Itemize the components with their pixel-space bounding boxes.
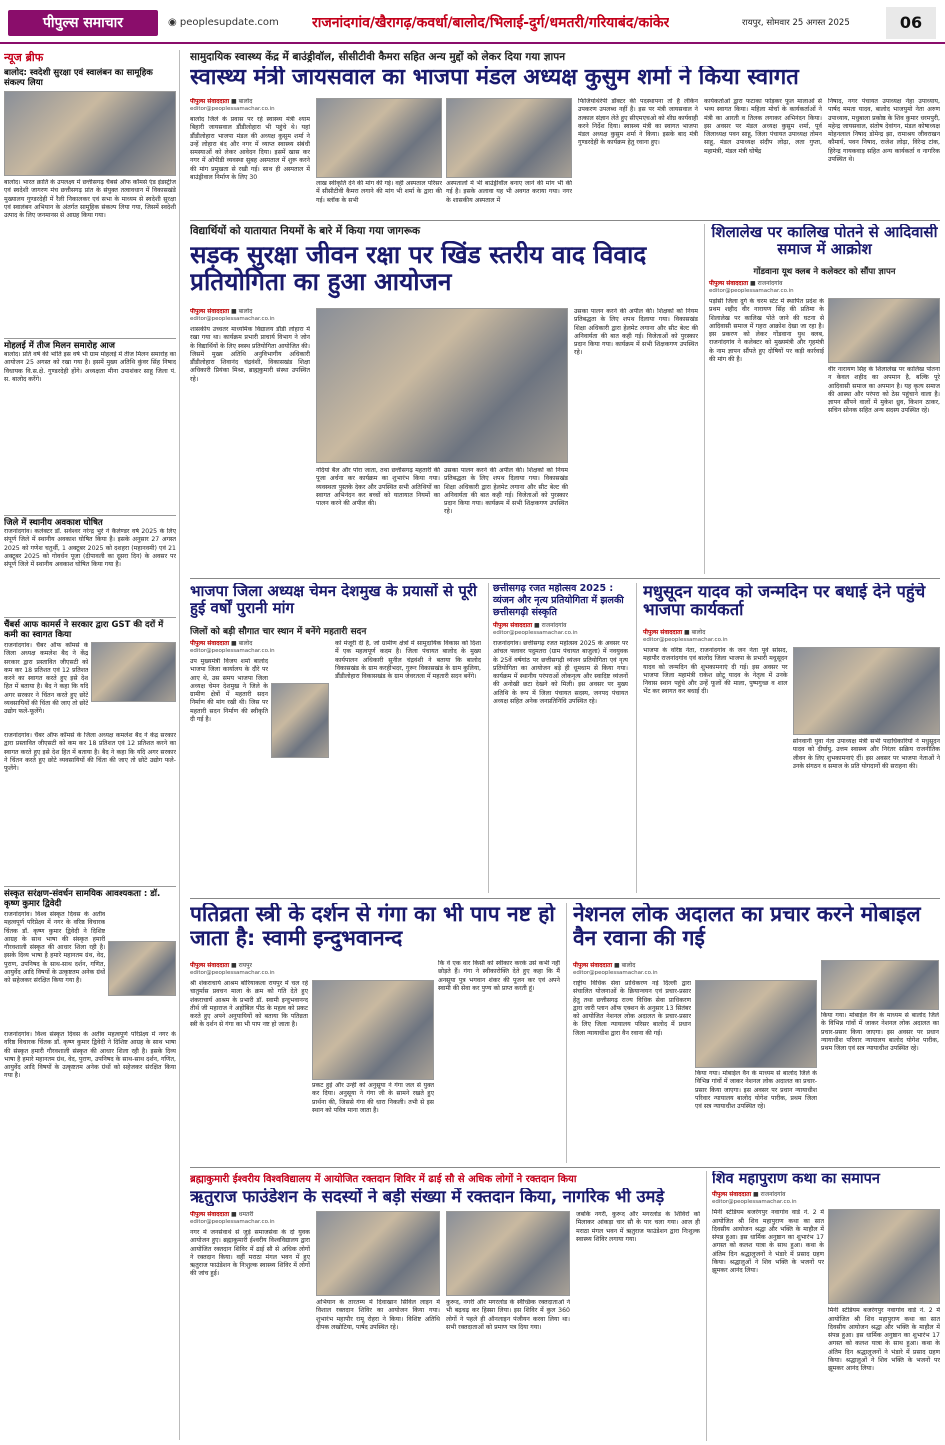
cities-strip: राजनांदगांव/खैरागढ़/कवर्धा/बालोद/भिलाई-दुर्ग/धमतरी/गरियाबंद/कांकेर — [312, 15, 670, 31]
brief-head-3: जिले में स्थानीय अवकाश घोषित — [4, 515, 176, 528]
ganga-col-2: प्रकट हुई और उन्हीं को अनुसूया ने गंगा जल से युक्त कर दिया। अनुसूया ने गंगा जी के सामने रखते हुए प्रार्थना की, जिससे गंगा की धारा निकली। तभी से इस स्थान को पवित्र माना जाता है। — [312, 1082, 434, 1114]
shila-col-2: वीर नारायण सिंह के शिलालेख पर कालिख पोतना न केवल शहीद का अपमान है, बल्कि पूरे आदिवासी समाज का अपमान है। यह कृत्य समाज की आस्था और परंपरा को ठेस पहुंचाने वाला है। ज्ञापन सौंपने वालों में मुकेश ध्रुव, किशन ठाकर, सचिन सोनक सहित अन्य सदस्य उपस्थित रहे। — [828, 366, 940, 415]
madhu-col-2: सोनवानी युवा नेता उपाध्यक्ष मंत्री सभी पदाधिकारियों ने मधुसूदन यादव को दीर्घायु, उत्तम स्वास्थ्य और निरंतर सक्रिय राजनीतिक जीवन के लिए शुभकामनाएं दीं। इस अवसर पर भाजपा नेताओं ने उनके संगठन व समाज के प्रति योगदानों की सराहना की। — [792, 738, 940, 770]
shiv-email: editor@peoplessamachar.co.in — [712, 1199, 797, 1206]
bjp-email: editor@peoplessamachar.co.in — [190, 648, 275, 654]
shiv-photo — [828, 1209, 940, 1304]
adalat-col-3: किया गया। मोबाईल वैन के माध्यम से बालोद जिले के विभिन्न गांवों में जाकर नेशनल लोक अदालत का प्रचार-प्रसार किया जाएगा। इस अवसर पर प्रधान न्यायाधीश परिवार न्यायालय बालोद योगेश पारीक, प्रथम जिला एवं सत्र न्यायाधीश उपस्थित रहे। — [821, 1012, 939, 1053]
adalat-byline: पीपुल्स संवाददाता ■ बालोद — [573, 962, 636, 969]
issue-date: रायपुर, सोमवार 25 अगस्त 2025 — [742, 18, 850, 28]
blood-kicker: ब्रह्माकुमारी ईश्वरीय विश्वविद्यालय में आयोजित रक्तदान शिविर में ढाई सौ से अधिक लोगों ने रक्तदान किया — [190, 1174, 577, 1185]
divider — [190, 578, 940, 579]
bjp-headline: भाजपा जिला अध्यक्ष चेमन देशमुख के प्रयासों से पूरी हुई वर्षों पुरानी मांग — [190, 583, 477, 617]
brief-body-5b: राजनांदगांव। विश्व संस्कृत दिवस के अतीव महत्वपूर्ण परिप्रेक्ष्य में नगर के वरिष्ठ विचारक चिंतक डॉ. कृष्ण कुमार द्विवेदी ने दिशिष्ट आग्रह के साथ भाषा की संस्कृत हमारी गौरवशाली संस्कृत की आधार शिला रही है। इसके दिव्य भाषा है हमारे महानतम ग्रंथ, वेद, पुराण, उपनिषद के साथ-साथ दर्शन, गणित, आयुर्वेद आदि विषयों के उत्कृष्टतम अनेक ग्रंथों को सहेजकर संरक्षित किया गया है। — [4, 1031, 176, 1080]
madhu-email: editor@peoplessamachar.co.in — [643, 637, 728, 643]
brief-tag: न्यूज ब्रीफ — [4, 51, 44, 64]
brief-head-4: चैंबर्स आफ कामर्स ने सरकार द्वारा GST की दरों में कमी का स्वागत किया — [4, 617, 176, 640]
road-kicker: विद्यार्थियों को यातायात नियमों के बारे में किया गया जागरूक — [190, 225, 421, 237]
madhu-byline: पीपुल्स संवाददाता ■ बालोद — [643, 629, 706, 636]
globe-icon: ◉ — [168, 17, 180, 28]
lead-col-6: निषाद, नगर पंचायत उपाध्यक्ष नेहा उपाध्याय, पार्षद ममता यादव, बालोद भाजयुमो नेता अरुण उपाध्याय, मधुबाला प्रकोष्ठ के शिव कुमार धरमपुरी, महेन्द्र जायसवाल, संतोष देवांगन, मंडल कोषाध्यक्ष मोहनलाल निषाद डोमेन्द्र झा, रामाश्रय जीवराखन कौमार्य, पवन निषाद, राजेश लोढ़ा, विरेन्द्र टांक, हिरेन्द्र गायकवाड़ सहित अन्य कार्यकर्ता व नागरिक उपस्थित थे। — [828, 98, 940, 164]
blood-col-4: जबकि नगरी, कुरूद और मगरलोड के शिविरों को मिलाकर आंकड़ा चार सौ के पार चला गया। आज ही मराठा मंगल भवन में ऋतुराज फाउंडेशन द्वारा निःशुल्क स्वास्थ्य शिविर लगाया गया। — [576, 1211, 700, 1243]
bjp-sub: जिलों को बड़ी सौगात चार स्थान में बनेंगे महतारी सदन — [190, 627, 367, 637]
lead-story — [190, 50, 940, 215]
cg-body: राजनांदगांव। छत्तीसगढ़ रजत महोत्सव 2025 के अवसर पर आंचल फ्लावर पदुमतरा (ग्राम पंचायत बाजुला) में नवयुवक के 25वें वर्षगांठ पर छत्तीसगढ़ी व्यंजन प्रतियोगिता एवं नृत्य प्रतियोगिता का आयोजन बड़े ही धूमधाम से किया गया। कार्यक्रम में स्थानीय परंपराओं लोकनृत्य और स्वादिष्ट व्यंजनों की अनोखी छटा देखने को मिली। इस अवसर पर मुख्य अतिथि के रूप में जिला पंचायत सदस्य, जनपद पंचायत अध्यक्ष सहित अनेक जनप्रतिनिधि उपस्थित रहे। — [493, 640, 628, 706]
shila-col-1: पड़ोसी जिला दुर्ग के चरम स्टेट में स्थापित प्रदेश के प्रथम शहीद वीर नारायण सिंह की प्रतिमा के शिलालेख पर कालिख पोते जाने की घटना से आदिवासी समाज में गहरा आक्रोश देखा जा रहा है। इस प्रकरण को लेकर गोंडवाना युथ क्लब, राजनांदगांव ने कलेक्टर को मुख्यमंत्री और गृहमंत्री के नाम ज्ञापन सौंपते हुए दोषियों पर कड़ी कार्रवाई की मांग की है। — [709, 298, 824, 364]
lead-col-1: बालोद जिले के प्रवास पर रहे स्वास्थ्य मंत्री श्याम बिहारी जायसवाल डौंडीलोहारा भी पहुंचे थे। यहां डौंडीलोहारा भाजपा मंडल की अध्यक्ष कुसुम शर्मा ने उन्हें लोहारा बंद और नगर में व्याप्त स्वास्थ्य संबंधी समस्याओं को लेकर आवेदन दिया। इसमें खास कर नगर में ओपीडी व्यवस्था सुबह अस्पताल में शुरू करने की मांग प्रमुखता से रखी गई। साथ ही अस्पताल में बाउंड्रीवाल निर्माण के लिए 30 — [190, 116, 310, 182]
adalat-col-1: राष्ट्रीय विधिक सेवा प्राधिकरण नई दिल्ली द्वारा संचालित योजनाओं के क्रियान्वयन एवं प्रचार-प्रसार हेतु तथा छत्तीसगढ़ राज्य विधिक सेवा प्राधिकरण द्वारा जारी प्लान ऑफ एक्शन के अनुसार 13 सितंबर को आयोजित नेशनल लोक अदालत के प्रचार-प्रसार के लिए जिला न्यायालय परिसर बालोद में प्रधान जिला न्यायाधीश द्वारा वैन रवाना की गई। — [573, 980, 691, 1037]
road-email: editor@peoplessamachar.co.in — [190, 316, 275, 322]
brief-body-5: राजनांदगांव। विश्व संस्कृत दिवस के अतीव महत्वपूर्ण परिप्रेक्ष्य में नगर के वरिष्ठ विचारक चिंतक डॉ. कृष्ण कुमार द्विवेदी ने दिशिष्ट आग्रह के साथ भाषा की संस्कृत हमारी गौरवशाली संस्कृत की आधार शिला रही है। इसके दिव्य भाषा है हमारे महानतम ग्रंथ, वेद, पुराण, उपनिषद के साथ-साथ दर्शन, गणित, आयुर्वेद आदि विषयों के उत्कृष्टतम अनेक ग्रंथों को सहेजकर संरक्षित किया गया है। — [4, 911, 106, 985]
lead-byline: पीपुल्स संवाददाता ■ बालोद — [190, 98, 253, 105]
blood-photo-2 — [446, 1211, 570, 1296]
shilalekh-story — [704, 224, 940, 574]
bjp-story — [190, 583, 482, 893]
road-col-4: उसका पालन करने की अपील की। शिक्षकों को नियम प्रतिबद्धता के लिए शपथ दिलाया गया। विकासखंड शिक्षा अधिकारी द्वारा हेलमेट लगाना और सीट बेल्ट की अनिवार्यता की बात कही गई। विजेताओं को पुरस्कार प्रदान किया गया। कार्यक्रम में सभी शिक्षकगण उपस्थित रहे। — [574, 308, 698, 357]
shiv-headline: शिव महापुराण कथा का समापन — [712, 1171, 880, 1187]
cg-byline: पीपुल्स संवाददाता ■ राजनांदगांव — [493, 622, 567, 629]
adalat-headline: नेशनल लोक अदालत का प्रचार करने मोबाइल वैन रवाना की गई — [573, 903, 921, 950]
lead-col-2: लाख स्वीकृति देने की मांग की गई। वहीं अस्पताल परिसर में सीसीटीवी कैमरा लगाने की मांग भी शर्मा के द्वारा की गई। ब्लॉक के सभी — [316, 180, 442, 204]
blood-photo-1 — [316, 1211, 440, 1296]
lead-col-5: कार्यकर्ताओं द्वारा फटाका फोड़कर फूल मालाओं से भव्य स्वागत किया। महिला मोर्चा के कार्यकर्ताओं ने मंत्री का आरती व तिलक लगाकर अभिनंदन किया। इस अवसर पर मंडल अध्यक्ष कुसुम शर्मा, पूर्व जिलाध्यक्ष पवन साहू, जिला पंचायत उपाध्यक्ष तोमन साहू, मंडल उपाध्यक्ष संदीप लोढ़ा, लता गुप्ता, महामंत्री, मंडल मंत्री घोषेंद्र — [704, 98, 822, 155]
masthead — [0, 0, 945, 44]
page-number: 06 — [886, 7, 936, 39]
cg-festival-story — [488, 583, 628, 893]
website[interactable]: ◉ peoplesupdate.com — [168, 17, 279, 28]
brief-photo-1 — [4, 91, 176, 176]
brief-body-4: राजनांदगांव। चैंबर ऑफ कॉमर्स के जिला अध्यक्ष कमलेश बैद ने केंद्र सरकार द्वारा प्रस्तावित जीएसटी को कम कर 18 प्रतिशत एवं 12 प्रतिशत करने का स्वागत करते हुए इसे देश हित में बताया है। बैद ने कहा कि यदि अगर सरकार ने चिंतन करते हुए छोटे व्यवसायियों की चिंता की जाए तो छोटे उद्योग फले-फूलेंगे। — [4, 642, 89, 716]
shila-byline: पीपुल्स संवाददाता ■ राजनांदगांव — [709, 280, 783, 287]
ganga-byline: पीपुल्स संवाददाता ■ रायपुर — [190, 962, 252, 969]
lead-col-3: अस्पतालों में भी बाउंड्रीवॉल बनाए जाने की मांग भी की गई है। इसके अलावा यह भी अवगत कराया गया। नगर के शासकीय अस्पताल में — [446, 180, 572, 204]
news-brief-column — [4, 50, 180, 1440]
lead-photo-2 — [446, 98, 572, 178]
blood-col-1: नगर में जनसेवार्थ से जुड़े समाजसेवा के दो युवक आयोजन हुए। ब्रह्माकुमारी ईश्वरीय विश्वविद्यालय द्वारा आयोजित रक्तदान शिविर में ढाई सौ से अधिक लोगों ने रक्तदान किया। वहीं मराठा मंगल भवन में हुए ऋतुराज फाउंडेशन के निःशुल्क स्वास्थ्य शिविर में लोगों की जांच हुई। — [190, 1229, 310, 1278]
adalat-col-2: किया गया। मोबाईल वैन के माध्यम से बालोद जिले के विभिन्न गांवों में जाकर नेशनल लोक अदालत का प्रचार-प्रसार किया जाएगा। इस अवसर पर प्रधान न्यायाधीश परिवार न्यायालय बालोद योगेश पारीक, प्रथम जिला एवं सत्र न्यायाधीश उपस्थित रहे। — [695, 1070, 817, 1111]
blood-email: editor@peoplessamachar.co.in — [190, 1219, 275, 1225]
shila-photo — [828, 298, 940, 363]
shila-sub: गोंडवाना यूथ क्लब ने कलेक्टर को सौंपा ज्ञापन — [753, 267, 896, 277]
brief-body-1: बालोद। भारत क्राति के उपलक्ष्य में छत्तीसगढ़ चैंबर्स ऑफ कॉमर्स एंड इंडस्ट्रीज एवं स्वदेशी जागरण मंच छत्तीसगढ़ प्रांत के संयुक्त तत्वावधान में विकासखंडे मुख्यालय गुण्डरदेही में रैली निकालकर एवं सभा के माध्यम से स्वदेशी सुरक्षा एवं स्वालंबन अभियान के अंतर्गत सामूहिक संकल्प लिया गया, जिसमें स्वदेशी उत्पाद के लिए जनमानस से आग्रह किया गया। — [4, 179, 176, 220]
bjp-col-1: उप मुख्यमंत्री विजय शर्मा बालोद भाजपा जिला कार्यालय के दौरे पर आए थे, उस समय भाजपा जिला अध्यक्ष चेमन देशमुख ने जिले के ग्रामीण क्षेत्रों में महतारी सदन निर्माण की मांग रखी थी। जिस पर महतारी सदन निर्माण की स्वीकृति दी गई है। — [190, 658, 268, 724]
bjp-photo — [271, 683, 329, 758]
brief-body-3: राजनांदगांव। कलेक्टर डॉ. सर्वेश्वर नरेन्द्र भुरे ने कैलेण्डर वर्ष 2025 के लिए संपूर्ण जिले में स्थानीय अवकाश घोषित किया है। इसके अनुसार 27 अगस्त 2025 को गणेश चतुर्थी, 1 अक्टूबर 2025 को दशहरा (महानवमी) एवं 21 अक्टूबर 2025 को गोवर्धन पूजा (दीपावली का दूसरा दिन) के अवसर पर संपूर्ण जिले में स्थानीय अवकाश घोषित किया गया है। — [4, 528, 176, 569]
cg-email: editor@peoplessamachar.co.in — [493, 630, 578, 636]
ganga-col-1: श्री शंकराचार्य आश्रम बोरियाकला रायपुर में चल रहे चातुर्मास प्रवचन माला के क्रम को गति देते हुए शंकराचार्य आश्रम के प्रभारी डॉ. स्वामी इन्दुभवानन्द तीर्थ जी महाराज ने अहोबिल पीठ के महत्व को प्रकट करते हुए अपने अनुयायियों को बताया कि पतिव्रता स्त्री के दर्शन से गंगा का भी पाप नष्ट हो जाता है। — [190, 980, 308, 1029]
ganga-story — [190, 903, 560, 1163]
divider — [190, 220, 940, 221]
ganga-email: editor@peoplessamachar.co.in — [190, 970, 275, 976]
blood-byline: पीपुल्स संवाददाता ■ धमतरी — [190, 1211, 254, 1218]
blood-col-3: कुरूद, नगरी और मगरलोड के स्वैच्छिक रक्तदाताओं ने भी बढ़चढ़ कर हिस्सा लिया। इस शिविर में कुल 360 लोगों ने पहले ही ऑनलाइन पंजीयन करवा लिया था। सभी रक्तदाताओं को प्रमाण पत्र दिया गया। — [446, 1299, 570, 1331]
bjp-col-2: को मंजूरी दी है, जो ग्रामीण क्षेत्रों में सामुदायिक विकास को दिशा में एक महत्वपूर्ण कदम है। जिला पंचायत बालोद के मुख्य कार्यपालन अधिकारी सुनील चंद्रवंशी ने बताया कि बालोद विकासखंड के ग्राम करहीभदर, गुरूर विकासखंड के ग्राम कुलिया, डौंडीलोहारा विकासखंड के ग्राम जेवरतला में महतारी सदन बनेंगे। — [335, 640, 481, 681]
madhusudan-story — [636, 583, 940, 893]
lead-headline: स्वास्थ्य मंत्री जायसवाल का भाजपा मंडल अध्यक्ष कुसुम शर्मा ने किया स्वागत — [190, 66, 799, 90]
shila-email: editor@peoplessamachar.co.in — [709, 288, 794, 294]
road-headline: सड़क सुरक्षा जीवन रक्षा पर खिंड स्तरीय वाद विवाद प्रतियोगिता का हुआ आयोजन — [190, 241, 647, 297]
adalat-photo-1 — [695, 980, 817, 1068]
road-photo — [316, 308, 568, 463]
adalat-email: editor@peoplessamachar.co.in — [573, 970, 658, 976]
shiv-col-1: मिनी स्टेडियम बजरंगपुर नवागांव वार्ड नं. 2 में आयोजित श्री शिव महापुराण कथा का सात दिवसीय आयोजन श्रद्धा और भक्ति के माहौल में संपन्न हुआ। इस धार्मिक अनुष्ठान का शुभारंभ 17 अगस्त को कलश यात्रा के साथ हुआ। कथा के अंतिम दिन श्रद्धालुजनों ने भंडारे में प्रसाद ग्रहण किया। श्रद्धालुओं ने शिव भक्ति के भजनों पर झूमकर आनंद लिया। — [712, 1209, 824, 1275]
lead-email: editor@peoplessamachar.co.in — [190, 106, 275, 112]
divider — [190, 1167, 940, 1168]
road-safety-story — [190, 224, 698, 574]
adalat-photo-2 — [821, 960, 939, 1010]
ganga-photo — [312, 980, 434, 1080]
adalat-story — [566, 903, 940, 1163]
brief-head-1: बालोद: स्वदेशी सुरक्षा एवं स्वालंबन का सामूहिक संकल्प लिया — [4, 68, 153, 88]
blood-headline: ऋतुराज फाउंडेशन के सदस्यों ने बड़ी संख्या में रक्तदान किया, नागरिक भी उमड़े — [190, 1188, 665, 1206]
madhu-headline: मधुसूदन यादव को जन्मदिन पर बधाई देने पहुंचे भाजपा कार्यकर्ता — [643, 583, 926, 620]
blood-donation-story — [190, 1171, 700, 1441]
brief-head-5: संस्कृत सरंक्षण-संवर्धन सामयिक आवश्यकता : डॉ. कृष्ण कुमार द्विवेदी — [4, 886, 176, 909]
shila-headline: शिलालेख पर कालिख पोतने से आदिवासी समाज में आक्रोश — [711, 224, 938, 258]
lead-photo-1 — [316, 98, 442, 178]
madhu-col-1: भाजपा के वरिष्ठ नेता, राजनांदगांव के जन नेता पूर्व सांसद, महापौर राजनांदगांव एवं बालोद जिला भाजपा के प्रभारी मधुसूदन यादव को जन्मदिन की शुभकामनाएं दी गई। इस अवसर पर भाजपा जिला महामंत्री राकेश छोटू यादव के नेतृत्व में उनके निवास स्थान पहुंचे और उन्हें फूलों की माला, पुष्पगुच्छ व शाल भेंट कर स्वागत कर बधाई दी। — [643, 647, 788, 696]
brief-head-2: मोहलई में तीज मिलन समारोह आज — [4, 338, 176, 351]
divider — [190, 898, 940, 899]
road-col-3: उसका पालन करने की अपील की। शिक्षकों को नियम प्रतिबद्धता के लिए शपथ दिलाया गया। विकासखंड शिक्षा अधिकारी द्वारा हेलमेट लगाना और सीट बेल्ट की अनिवार्यता की बात कही गई। विजेताओं को पुरस्कार प्रदान किया गया। कार्यक्रम में सभी शिक्षकगण उपस्थित रहे। — [444, 467, 568, 516]
cg-kicker: छत्तीसगढ़ रजत महोत्सव 2025 : व्यंजन और नृत्य प्रतियोगिता में झलकी छत्तीसगढ़ी संस्कृति — [493, 583, 624, 618]
bjp-byline: पीपुल्स संवाददाता ■ बालोद — [190, 640, 253, 647]
lead-kicker: सामुदायिक स्वास्थ्य केंद्र में बाउंड्रीवॉल, सीसीटीवी कैमरा सहित अन्य मुद्दों को लेकर दिया गया ज्ञापन — [190, 51, 566, 63]
shiv-mahapuran-story — [706, 1171, 940, 1441]
brief-body-2: बालोद। प्रति वर्ष की भांति इस वर्ष भी ग्राम मोहलई में तीज मिलन समारोह का आयोजन 25 अगस्त को रखा गया है। इसमें मुख्य अतिथि कुंवर सिंह निषाद विधायक वि.स.क्षे. गुण्डरदेही होंगे। अध्यक्षता मीना उपाशंकर साहू जिला पं. स. बालोद करेंगे। — [4, 351, 176, 383]
road-col-2: नदियां बैल और पोरा जाता, तथा छत्तीसगढ़ महतारी की पूजा अर्चना कर कार्यक्रम का शुभारंभ किया गया। व्यवस्थता पुस्तके देकर और उपस्थित सभी अतिथियों का स्वागत अभिनंदन कर बच्चों को यातायात नियमों का पालन करने की अपील की। — [316, 467, 440, 508]
shiv-byline: पीपुल्स संवाददाता ■ राजनांदगांव — [712, 1191, 786, 1199]
lead-col-4: फिजियोथेरेपी डॉक्टर की पदस्थापना तो है लेकिन उपकरण उपलब्ध नहीं है। इस पर मंत्री जायसवाल ने तत्काल संज्ञान लेते हुए सीएमएचओ को शीघ्र कार्यवाही करने निर्देश दिया। स्वास्थ्य मंत्री का स्वागत भाजपा मंडल अध्यक्ष कुसुम शर्मा ने किया। इसके बाद मंत्री गुण्डरदेही के कार्यक्रम हेतु रवाना हुए। — [578, 98, 698, 147]
ganga-col-3: कि वे एक वार किसी को स्वीकार करके उसे कभी नहीं छोड़ते हैं। गंगा ने स्वीकारोक्ति देते हुए कहा कि मैं अनसूया पुत्र भगवान शंकर की पूजन कर एवं अपने स्वामी की सेवा कर पुण्य को प्राप्त करती हूं। — [438, 960, 560, 992]
madhu-photo — [793, 647, 941, 735]
blood-col-2: अभियान के तारतम्य में दिवाखान सिविल लाइन में विशाल रक्तदान शिविर का आयोजन किया गया। शुभारंभ महापौर रामू रोहरा ने किया। विशिष्ट अतिथि दीपक लखोटिया, पार्षद उपस्थित रहे। — [316, 1299, 440, 1331]
road-byline: पीपुल्स संवाददाता ■ बालोद — [190, 308, 253, 315]
shiv-col-2: मिनी स्टेडियम बजरंगपुर नवागांव वार्ड नं. 2 में आयोजित श्री शिव महापुराण कथा का सात दिवसीय आयोजन श्रद्धा और भक्ति के माहौल में संपन्न हुआ। इस धार्मिक अनुष्ठान का शुभारंभ 17 अगस्त को कलश यात्रा के साथ हुआ। कथा के अंतिम दिन श्रद्धालुजनों ने भंडारे में प्रसाद ग्रहण किया। श्रद्धालुओं ने शिव भक्ति के भजनों पर झूमकर आनंद लिया। — [828, 1307, 940, 1373]
brief-photo-4 — [91, 642, 176, 702]
newspaper-logo: पीपुल्स समाचार — [8, 10, 158, 36]
brief-photo-5 — [108, 941, 176, 996]
ganga-headline: पतिव्रता स्त्री के दर्शन से गंगा का भी पाप नष्ट हो जाता है: स्वामी इन्दुभवानन्द — [190, 903, 555, 950]
road-col-1: शासकीय उच्चतर माध्यमिक विद्यालय डौंडी लोहारा में रखा गया था। कार्यक्रम प्रभारी प्राचार्य विभाग ने जोन के विद्यार्थियों के लिए स्वस्थ प्रतियोगिता आयोजित की। जिसमें मुख्य अतिथि अनुविभागीय अधिकारी डौंडीलोहारा शिवानंद चंद्रवंशी, विकासखंड शिक्षा अधिकारी प्रियंका मिश्रा, ब्राह्मकुमारी संस्था उपस्थित रहे। — [190, 326, 310, 383]
brief-body-4b: राजनांदगांव। चैंबर ऑफ कॉमर्स के जिला अध्यक्ष कमलेश बैद ने केंद्र सरकार द्वारा प्रस्तावित जीएसटी को कम कर 18 प्रतिशत एवं 12 प्रतिशत करने का स्वागत करते हुए इसे देश हित में बताया है। बैद ने कहा कि यदि अगर सरकार ने चिंतन करते हुए छोटे व्यवसायियों की चिंता की जाए तो छोटे उद्योग फले-फूलेंगे। — [4, 732, 176, 773]
